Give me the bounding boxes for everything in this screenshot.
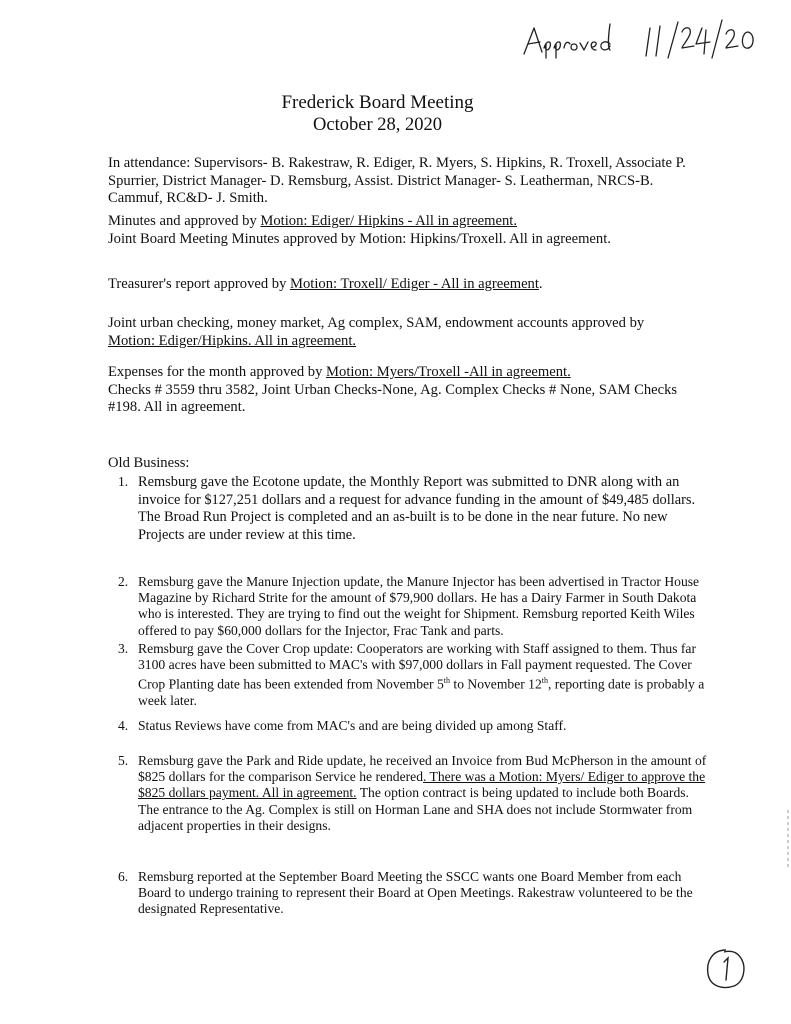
- minutes-motion: Motion: Ediger/ Hipkins - All in agreement.: [260, 213, 517, 229]
- item-text: Remsburg gave the Ecotone update, the Monthly Report was submitted to DNR along with an invoice for $127,251 dollars and a request for advance funding in the amount of $49,485 dollars. The Broad Run Project is completed and an as-built is to be done in the near future. No new Projects are under review at this time.: [138, 474, 696, 543]
- item-text-part: Remsburg gave the Park and Ride update, he received an Invoice from Bud McPherson in the amount of $825 dollars for the comparison Service he rendered: [138, 753, 707, 785]
- accounts-section: [108, 315, 708, 350]
- item-number: 4.: [118, 718, 129, 733]
- item-text: [138, 753, 708, 834]
- circled-number-icon: [704, 946, 748, 992]
- joint-minutes-line: Joint Board Meeting Minutes approved by Motion: Hipkins/Troxell. All in agreement.: [108, 230, 611, 247]
- ordinal-suffix: th: [541, 676, 548, 686]
- item-text: [138, 641, 708, 709]
- item-text-part: The option contract is being updated to include both Boards. The entrance to the Ag. Complex is still on Horman Lane and SHA does not include Stormwater from adjacent properties in their designs.: [138, 785, 693, 833]
- item-number: 1.: [118, 474, 129, 489]
- scan-margin-mark: [787, 810, 789, 870]
- item-number: 2.: [118, 574, 129, 589]
- expenses-section: [108, 364, 708, 417]
- item-text-part: Remsburg gave the Cover Crop update: Cooperators are working with Staff assigned to them. Thus far 3100 acres have been submitted to MAC's with $97,000 dollars in Fall payment requested. The Cover Crop Planting date has been extended from November 5: [138, 641, 696, 692]
- treasurer-prefix: Treasurer's report approved by: [108, 276, 291, 292]
- item-text: Status Reviews have come from MAC's and are being divided up among Staff.: [138, 718, 567, 733]
- item-text: Remsburg gave the Manure Injection update, the Manure Injector has been advertised in Tractor House Magazine by Richard Strite for the amount of $79,900 dollars. He has a Dairy Farmer in South Dakota who is interested. They are trying to find out the weight for Shipment. Remsburg reported Keith Wiles offered to pay $60,000 dollars for the Injector, Frac Tank and parts.: [138, 574, 700, 638]
- page-number-handwritten: [704, 946, 748, 992]
- item-text-part: , reporting date is probably a week later.: [138, 676, 705, 709]
- old-business-heading: Old Business:: [108, 455, 190, 471]
- checks-line: Checks # 3559 thru 3582, Joint Urban Checks-None, Ag. Complex Checks # None, SAM Checks #198. All in agreement.: [108, 381, 678, 415]
- treasurer-motion: Motion: Troxell/ Ediger - All in agreement: [290, 276, 539, 292]
- expenses-prefix: Expenses for the month approved by: [108, 364, 327, 380]
- approval-signature-icon: [518, 14, 778, 62]
- item-text-part: to November 12: [450, 676, 542, 692]
- treasurer-section: [108, 276, 708, 294]
- page-number-text: 1: [704, 946, 705, 947]
- approval-handwriting: [518, 14, 778, 62]
- attendance-paragraph: In attendance: Supervisors- B. Rakestraw, R. Ediger, R. Myers, S. Hipkins, R. Troxell, Associate P. Spurrier, District Manager- D. Remsburg, Assist. District Manager- S. Leatherman, NRCS-B. Cammuf, RC&D- J. Smith.: [108, 155, 686, 206]
- expenses-motion: Motion: Myers/Troxell -All in agreement.: [326, 364, 571, 380]
- minutes-section: [108, 213, 708, 248]
- accounts-text: Joint urban checking, money market, Ag complex, SAM, endowment accounts approved by: [108, 315, 645, 331]
- item-number: 5.: [118, 753, 129, 768]
- accounts-motion: Motion: Ediger/Hipkins. All in agreement.: [108, 332, 357, 349]
- minutes-line1-prefix: Minutes and approved by: [108, 213, 261, 229]
- approval-note-text: Approved 11/24/20: [518, 14, 526, 15]
- document-title: Frederick Board Meeting: [281, 92, 474, 113]
- treasurer-suffix: .: [538, 276, 543, 292]
- park-ride-motion: . There was a Motion: Myers/ Ediger to approve the $825 dollars payment. All in agreement.: [138, 769, 706, 801]
- meeting-date: October 28, 2020: [313, 115, 442, 135]
- item-text: Remsburg reported at the September Board Meeting the SSCC wants one Board Member from each Board to undergo training to represent their Board at Open Meetings. Rakestraw volunteered to be the designated Representative.: [138, 869, 693, 917]
- item-number: 3.: [118, 641, 129, 656]
- ordinal-suffix: th: [443, 676, 451, 686]
- item-number: 6.: [118, 869, 129, 884]
